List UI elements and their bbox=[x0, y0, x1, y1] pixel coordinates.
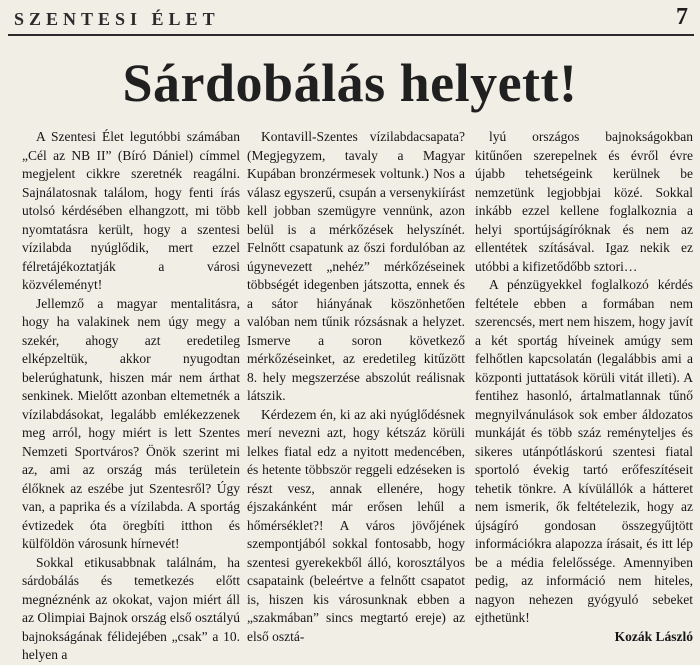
page-number: 7 bbox=[676, 4, 688, 30]
author-signature: Kozák László bbox=[614, 628, 693, 644]
masthead-title: SZENTESI ÉLET bbox=[14, 9, 220, 29]
paragraph: lyú országos bajnokságokban kitűnően szerepelnek és évről évre újabb tehetségeink kerülnek be nemzetünk legjobbjai közé. Sokkal inkább ezzel kellene foglalkoznia a helyi sportújságíróknak és nem az ellentétek szításával. Igaz nekik ez utóbbi a kifizetődőbb sztori… bbox=[475, 129, 693, 274]
article-column-2 bbox=[247, 128, 465, 646]
article-column-1 bbox=[22, 128, 240, 665]
paragraph: Sokkal etikusabbnak találnám, ha sárdobálás és temetkezés előtt megnéznénk az okokat, vajon miért áll az Olimpiai Bajnok ország első osztályú bajnokságának félidejében „csak” a 10. helyen a bbox=[22, 554, 240, 662]
page-header bbox=[8, 4, 694, 36]
paragraph: Kérdezem én, ki az aki nyúglődésnek merí nevezni azt, hogy kétszáz körüli lelkes fiatal edz a nyitott medencében, és hetente többször reggeli edzéseken is részt vesz, annak ellenére, hogy éjszakánként már erősen lehűl a hőmérséklet?! A város jövőjének szempontjából sokkal fontosabb, hogy szentesi gyerekekből álló, korosztályos csapataink (beleértve a felnőtt csapatot is, hiszen kis városunknak ebben a „szakmában” sincs megtartó ereje) az első osztá- bbox=[247, 406, 465, 644]
article-headline: Sárdobálás helyett! bbox=[122, 53, 578, 113]
paragraph: Jellemző a magyar mentalitásra, hogy ha valakinek nem úgy megy a szekér, ahogy azt eredetileg elképzeltük, akkor nyugodtan belerúghatunk, hiszen már nem árthat senkinek. Mielőtt azonban eltemetnék a vízilabdásokat, legalább emlékezzenek meg arról, hogy miért is lett Szentes Nemzeti Sportváros? Önök szerint mi az, ami az ország más területein élőknek az eszébe jut Szentesről? Úgy van, a paprika és a vízilabda. A sportág évtizedek óta öregbíti itthon és külföldön városunk hírnevét! bbox=[22, 295, 240, 551]
article-column-3 bbox=[475, 128, 693, 646]
paragraph: Kontavill-Szentes vízilabdacsapata? (Megjegyzem, tavaly a Magyar Kupában bronzérmesek voltunk.) Nos a válasz egyszerű, csupán a versenykiírást kell jobban szemügyre vennünk, azon belül is a mérkőzések helyszínét. Felnőtt csapatunk az őszi fordulóban az úgynevezett „nehéz” mérkőzéseinek többségét idegenben játszotta, ennek és a sátor hiányának köszönhetően valóban nem tűnik rózsásnak a helyzet. Ismerve a soron következő mérkőzéseinket, az eredetileg kitűzött 8. hely megszerzése abszolút reálisnak látszik. bbox=[247, 129, 465, 403]
paragraph: A Szentesi Élet legutóbbi számában „Cél az NB II” (Bíró Dániel) címmel megjelent cikkre szeretnék reagálni. Sajnálatosnak találom, hogy fenti írás utolsó kérdésében elhangzott, mi több nyomtatásra került, hogy a szentesi vízilabda nyúglődik, mert ezzel félretájékoztatják a városi közvéleményt! bbox=[22, 129, 240, 292]
paragraph: A pénzügyekkel foglalkozó kérdés feltétele ebben a formában nem szerencsés, mert nem hiszem, hogy javít a két sportág híveinek amúgy sem felhőtlen kapcsolatán (legalábbis ami a központi juttatások körüli vitát illeti). A fentihez hasonló, ártalmatlannak tűnő megnyilvánulások sok ember áldozatos munkáját és több száz reményteljes és sikeres utánpótláskorú szentesi fiatal sportoló évekig tartó erőfeszítéseit tehetik tönkre. A kívülállók a hátteret nem ismerik, ők feltételezik, hogy az újságíró gondosan összegyűjtött információkra alapozza írásait, és itt lép be a média felelőssége. Amennyiben pedig, az információ nem hiteles, nagyon nehezen gyógyuló sebeket ejthetünk! bbox=[475, 277, 693, 625]
